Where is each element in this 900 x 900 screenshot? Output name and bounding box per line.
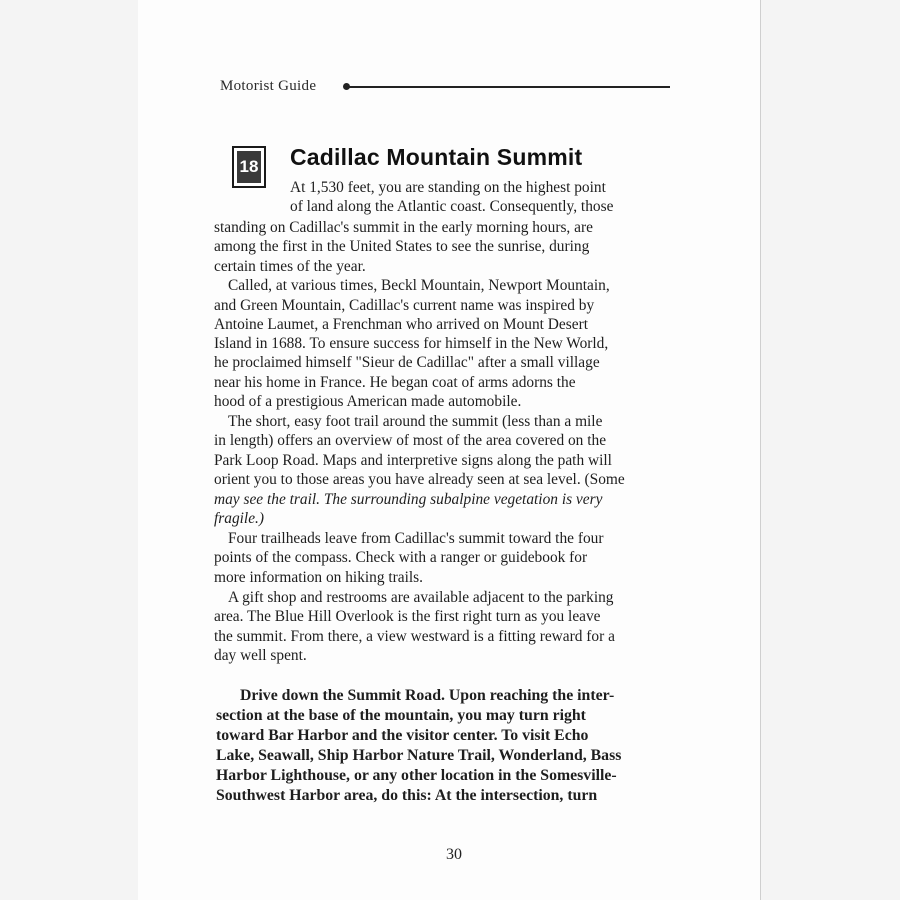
body-line: hood of a prestigious American made automobile. <box>214 393 522 410</box>
directions-line: section at the base of the mountain, you may turn right <box>216 707 586 724</box>
body-line: day well spent. <box>214 647 307 664</box>
body-line: certain times of the year. <box>214 258 366 275</box>
stop-number-badge <box>232 146 266 188</box>
body-line: near his home in France. He began coat of arms adorns the <box>214 374 576 391</box>
header-rule <box>346 86 670 88</box>
directions-line: Drive down the Summit Road. Upon reaching the inter- <box>240 687 615 704</box>
body-line: more information on hiking trails. <box>214 569 424 586</box>
directions-line: toward Bar Harbor and the visitor center. To visit Echo <box>216 727 589 744</box>
body-line: the summit. From there, a view westward is a fitting reward for a <box>214 628 615 645</box>
body-line: fragile.) <box>214 510 265 527</box>
body-line: standing on Cadillac's summit in the early morning hours, are <box>214 219 593 236</box>
body-line: among the first in the United States to see the sunrise, during <box>214 238 590 255</box>
body-line: Four trailheads leave from Cadillac's summit toward the four <box>228 530 604 547</box>
page-number: 30 <box>446 846 462 863</box>
body-line: Park Loop Road. Maps and interpretive signs along the path will <box>214 452 612 469</box>
body-line: in length) offers an overview of most of the area covered on the <box>214 432 607 449</box>
body-line: Antoine Laumet, a Frenchman who arrived on Mount Desert <box>214 316 588 333</box>
body-line: of land along the Atlantic coast. Consequently, those <box>290 198 614 215</box>
book-page <box>138 0 761 900</box>
directions-line: Harbor Lighthouse, or any other location in the Somesville- <box>216 767 617 784</box>
body-line: area. The Blue Hill Overlook is the first right turn as you leave <box>214 608 601 625</box>
body-line: orient you to those areas you have already seen at sea level. (Some <box>214 471 625 488</box>
body-line: At 1,530 feet, you are standing on the highest point <box>290 179 606 196</box>
directions-line: Lake, Seawall, Ship Harbor Nature Trail, Wonderland, Bass <box>216 747 622 764</box>
running-header: Motorist Guide <box>220 78 317 94</box>
body-line: The short, easy foot trail around the summit (less than a mile <box>228 413 603 430</box>
body-line: and Green Mountain, Cadillac's current name was inspired by <box>214 297 595 314</box>
body-line: Island in 1688. To ensure success for himself in the New World, <box>214 335 609 352</box>
body-line: Called, at various times, Beckl Mountain, Newport Mountain, <box>228 277 610 294</box>
stop-number: 18 <box>237 151 261 183</box>
body-line: he proclaimed himself "Sieur de Cadillac" after a small village <box>214 354 600 371</box>
directions-line: Southwest Harbor area, do this: At the intersection, turn <box>216 787 598 804</box>
section-title: Cadillac Mountain Summit <box>290 144 583 170</box>
body-line: may see the trail. The surrounding subalpine vegetation is very <box>214 491 603 508</box>
body-line: points of the compass. Check with a ranger or guidebook for <box>214 549 588 566</box>
body-line: A gift shop and restrooms are available adjacent to the parking <box>228 589 614 606</box>
